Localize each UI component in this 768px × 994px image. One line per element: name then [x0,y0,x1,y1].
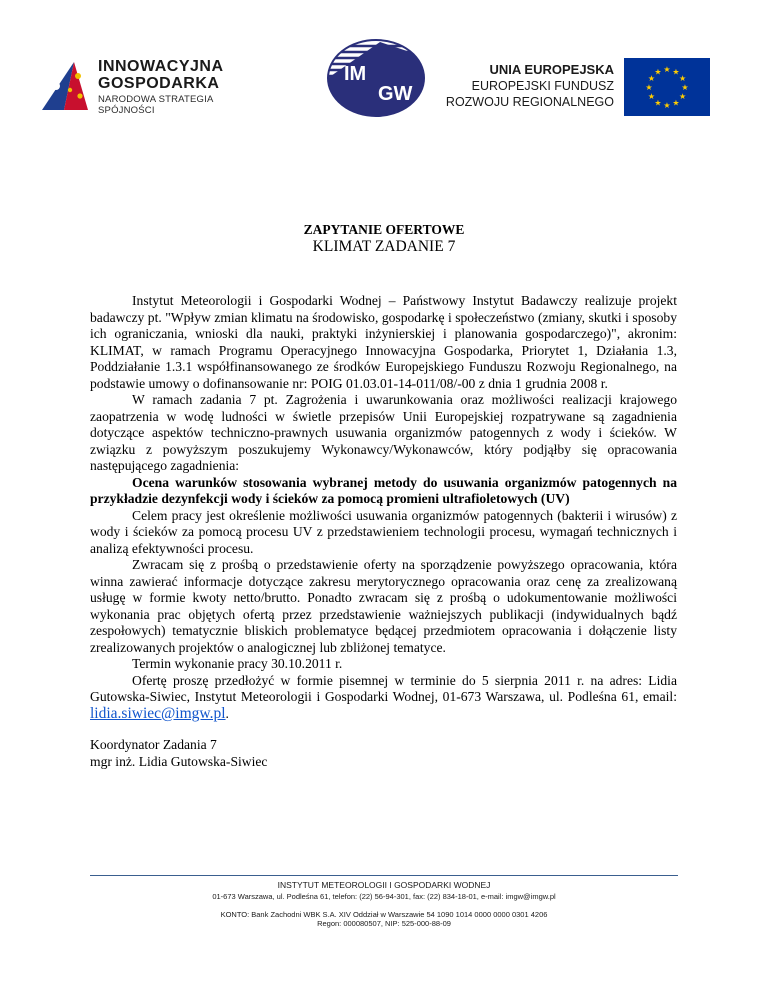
signature-name: mgr inż. Lidia Gutowska-Siwiec [90,754,268,769]
innowacyjna-gospodarka-logo [40,56,260,116]
eu-line3: ROZWOJU REGIONALNEGO [445,95,614,109]
eu-line1: UNIA EUROPEJSKA [489,62,614,77]
document-body [90,293,677,722]
eu-star-icon: ★ [647,74,655,83]
eu-star-icon: ★ [672,98,680,108]
eu-star-icon: ★ [663,65,671,74]
footer-divider [90,875,678,876]
imgw-logo [324,38,428,118]
eu-star-icon: ★ [681,83,689,92]
eu-star-icon: ★ [679,92,687,101]
paragraph-intro: Instytut Meteorologii i Gospodarki Wodnej – Państwowy Instytut Badawczy realizuje projekt badawczy pt. "Wpływ zmian klimatu na środowisko, gospodarkę i społeczeństwo (zmiany, skutki i sposoby ich ograniczania, wnioski dla nauki, praktyki inżynierskiej i planowania gospodarczego)", akronim: KLIMAT, w ramach Programu Operacyjnego Innowacyjna Gospodarka, Priorytet 1, Działania 1.3, Poddziałanie 1.3.1 współfinansowanego ze środków Europejskiego Funduszu Rozwoju Regionalnego, na podstawie umowy o dofinansowanie nr: POIG 01.03.01-14-011/08/-00 z dnia 1 grudnia 2008 r. [90,293,677,391]
svg-text:IM: IM [344,63,367,85]
svg-text:GW: GW [378,83,413,105]
eu-flag-icon [624,58,710,116]
paragraph-request: Zwracam się z prośbą o przedstawienie oferty na sporządzenie powyższego opracowania, która winna zawierać informacje dotyczące zakresu merytorycznego opracowania oraz cenę za zrealizowaną usługę w formie kwoty netto/brutto. Ponadto zwracam się z prośbą o udokumentowanie możliwości wykonania prac objętych ofertą przez przedstawienie ważniejszych publikacji (indywidualnych bądź zespołowych) tematycznie bliskich problematyce będącej przedmiotem opracowania i dołączenie listy zrealizowanych projektów o analogicznej lub zbliżonej tematyce. [90,557,677,655]
paragraph-topic: Ocena warunków stosowania wybranej metody do usuwania organizmów patogennych na przykładzie dezynfekcji wody i ścieków za pomocą promieni ultrafioletowych (UV) [90,474,677,506]
eu-star-icon: ★ [679,74,687,83]
imgw-emblem [324,38,428,118]
email-link[interactable]: lidia.siwiec@imgw.pl [90,704,226,722]
signature-role: Koordynator Zadania 7 [90,737,217,752]
address-text: Ofertę proszę przedłożyć w formie pisemnej w terminie do 5 sierpnia 2011 r. na adres: Lidia Gutowska-Siwiec, Instytut Meteorologii i Gospodarki Wodnej, 01-673 Warszawa, ul. Podleśna 61, email: [90,672,677,704]
eu-star-icon: ★ [654,98,662,108]
eu-star-icon: ★ [645,83,653,92]
signature-block [90,736,267,770]
paragraph-deadline: Termin wykonanie pracy 30.10.2011 r. [132,656,343,671]
eu-star-icon: ★ [654,67,662,77]
footer-contact: 01-673 Warszawa, ul. Podleśna 61, telefon: (22) 56-94-301, fax: (22) 834-18-01, e-mail: imgw@imgw.pl [212,892,556,901]
document-subtitle: KLIMAT ZADANIE 7 [312,238,456,255]
address-end: . [225,705,229,721]
paragraph-goal: Celem pracy jest określenie możliwości usuwania organizmów patogennych (bakterii i wirusów) z wody i ścieków za pomocą procesu UV z przedstawieniem technologii procesu, wymagań technicznych i analizą efektywności procesu. [90,507,677,556]
logo-ig-line1: INNOWACYJNA [98,58,224,75]
paragraph-address [90,673,677,723]
eu-star-icon: ★ [647,92,655,101]
footer-institute: INSTYTUT METEOROLOGII I GOSPODARKI WODNEJ [277,880,491,890]
document-title: ZAPYTANIE OFERTOWE [303,222,465,237]
paragraph-task: W ramach zadania 7 pt. Zagrożenia i uwarunkowania oraz możliwości realizacji krajowego zaopatrzenia w wodę ludności w świetle przepisów Unii Europejskiej rozpatrywane są zagadnienia dotyczące aspektów techniczno-prawnych usuwania organizmów patogennych z wody i ścieków. W związku z powyższym poszukujemy Wykonawcy/Wykonawców, który podjąłby się opracowania następującego zagadnienia: [90,392,677,473]
footer-ids: Regon: 000080507, NIP: 525-000-88-09 [317,919,451,928]
eu-star-icon: ★ [663,101,671,110]
logo-ig-line2: GOSPODARKA [98,75,220,92]
eu-fund-text [440,62,614,110]
eu-line2: EUROPEJSKI FUNDUSZ [471,79,614,93]
logo-ig-line3: NARODOWA STRATEGIA SPÓJNOŚCI [98,94,213,116]
footer-bank: KONTO: Bank Zachodni WBK S.A. XIV Oddział w Warszawie 54 1090 1014 0000 0000 0301 4206 [220,910,548,919]
eu-star-icon: ★ [672,67,680,77]
innowacyjna-gospodarka-emblem [40,56,92,112]
